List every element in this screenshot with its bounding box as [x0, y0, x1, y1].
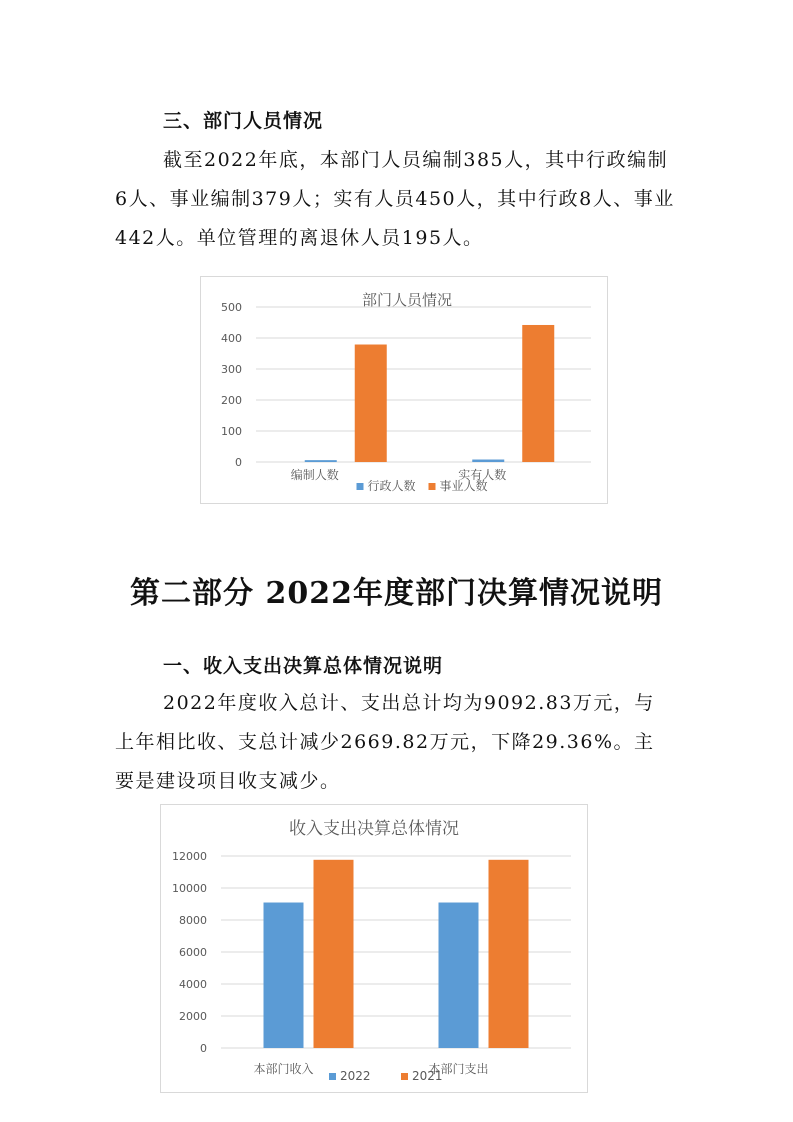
legend-label: 2021 — [412, 1069, 443, 1083]
y-tick-label: 8000 — [179, 914, 207, 927]
category-label: 本部门支出 — [428, 1062, 489, 1076]
y-tick-label: 0 — [200, 1042, 207, 1055]
y-tick-label: 0 — [235, 456, 242, 469]
chart-staff-svg — [201, 277, 607, 503]
y-tick-label: 400 — [221, 332, 242, 345]
bar-行政人数-编制人数 — [305, 460, 337, 462]
legend-swatch — [429, 483, 436, 490]
legend-label: 行政人数 — [367, 479, 416, 493]
legend-label: 2022 — [340, 1069, 371, 1083]
y-tick-label: 10000 — [172, 882, 207, 895]
legend-label: 事业人数 — [439, 479, 488, 493]
bar-事业人数-实有人数 — [522, 325, 554, 462]
bar-2021-本部门支出 — [489, 860, 529, 1048]
y-tick-label: 2000 — [179, 1010, 207, 1023]
legend-swatch — [329, 1073, 336, 1080]
section1-heading: 一、收入支出决算总体情况说明 — [163, 655, 444, 677]
part2-title: 第二部分 2022年度部门决算情况说明 — [130, 576, 663, 611]
y-tick-label: 500 — [221, 301, 242, 314]
legend-swatch — [401, 1073, 408, 1080]
legend-swatch — [357, 483, 364, 490]
y-tick-label: 300 — [221, 363, 242, 376]
category-label: 编制人数 — [290, 468, 339, 482]
chart-staff — [200, 276, 608, 504]
category-label: 实有人数 — [458, 468, 507, 482]
y-tick-label: 6000 — [179, 946, 207, 959]
bar-行政人数-实有人数 — [472, 460, 504, 462]
bar-2022-本部门收入 — [264, 903, 304, 1048]
section1-paragraph — [115, 684, 675, 801]
section1-text: 2022年度收入总计、支出总计均为9092.83万元，与上年相比收、支总计减少2669.82万元，下降29.36%。主要是建设项目收支减少。 — [115, 692, 655, 792]
section3-paragraph — [115, 141, 675, 258]
y-tick-label: 100 — [221, 425, 242, 438]
bar-2021-本部门收入 — [314, 860, 354, 1048]
chart-income-expense — [160, 804, 588, 1093]
y-tick-label: 12000 — [172, 850, 207, 863]
bar-事业人数-编制人数 — [355, 345, 387, 462]
section3-text: 截至2022年底，本部门人员编制385人，其中行政编制6人、事业编制379人；实有人员450人，其中行政8人、事业442人。单位管理的离退休人员195人。 — [115, 149, 675, 249]
category-label: 本部门收入 — [253, 1062, 314, 1076]
y-tick-label: 4000 — [179, 978, 207, 991]
chart-title: 部门人员情况 — [361, 291, 453, 309]
y-tick-label: 200 — [221, 394, 242, 407]
chart-title: 收入支出决算总体情况 — [289, 819, 459, 839]
chart-income-expense-svg — [161, 805, 587, 1092]
section3-heading: 三、部门人员情况 — [163, 110, 324, 132]
bar-2022-本部门支出 — [439, 903, 479, 1048]
